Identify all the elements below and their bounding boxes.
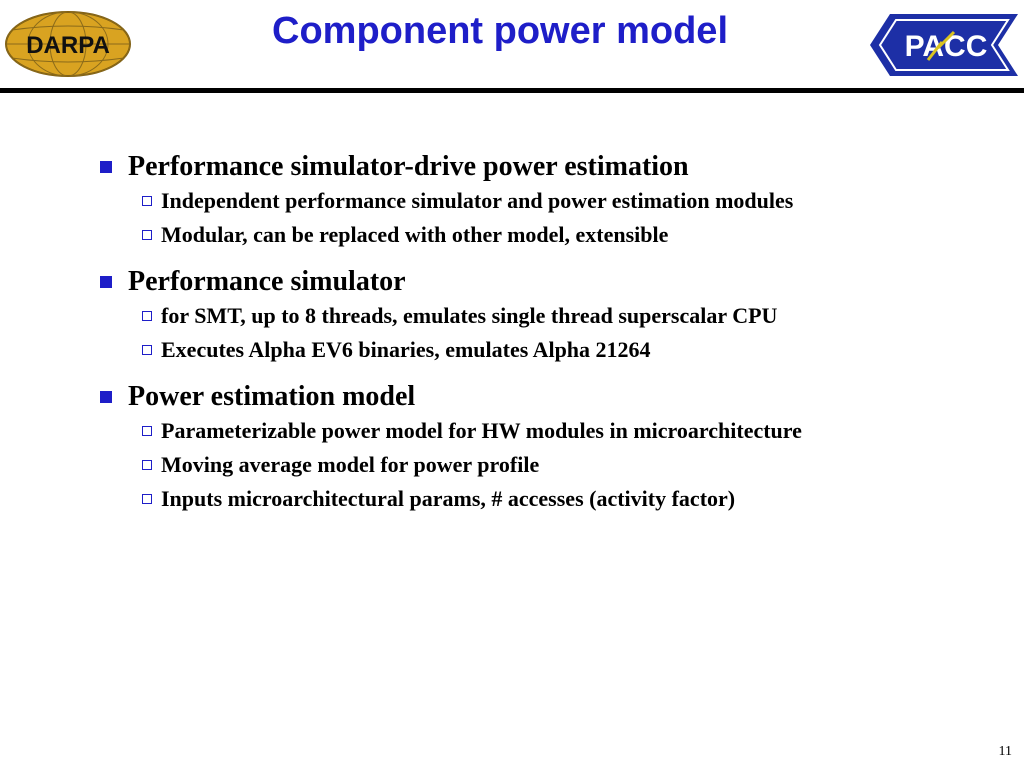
bullet-level-1 — [100, 265, 1000, 299]
bullet-level-1 — [100, 150, 1000, 184]
hollow-square-bullet-icon — [142, 426, 152, 436]
bullet-heading: Power estimation model — [128, 381, 416, 412]
bullet-text: Executes Alpha EV6 binaries, emulates Alpha 21264 — [161, 337, 651, 362]
bullet-level-1 — [100, 380, 1000, 414]
bullet-section — [100, 265, 1000, 367]
bullet-text: Moving average model for power profile — [161, 452, 540, 477]
bullet-level-2 — [100, 414, 1000, 448]
page-number: 11 — [998, 744, 1012, 759]
pacc-logo-text: PACC — [904, 30, 988, 63]
hollow-square-bullet-icon — [142, 345, 152, 355]
square-bullet-icon — [100, 161, 112, 173]
hollow-square-bullet-icon — [142, 311, 152, 321]
slide-title: Component power model — [272, 10, 728, 52]
hollow-square-bullet-icon — [142, 196, 152, 206]
bullet-level-2 — [100, 448, 1000, 482]
bullet-section — [100, 150, 1000, 252]
header-divider — [0, 88, 1024, 93]
bullet-level-2 — [100, 333, 1000, 367]
bullet-text: Modular, can be replaced with other model, extensible — [161, 222, 669, 247]
square-bullet-icon — [100, 391, 112, 403]
hollow-square-bullet-icon — [142, 460, 152, 470]
bullet-level-2 — [100, 218, 1000, 252]
bullet-level-2 — [100, 299, 1000, 333]
bullet-text: Parameterizable power model for HW modules in microarchitecture — [161, 418, 802, 443]
bullet-heading: Performance simulator-drive power estimation — [128, 151, 689, 182]
pacc-logo — [868, 12, 1020, 78]
bullet-heading: Performance simulator — [128, 266, 406, 297]
square-bullet-icon — [100, 276, 112, 288]
bullet-list — [100, 150, 1000, 529]
bullet-text: for SMT, up to 8 threads, emulates single thread superscalar CPU — [161, 303, 778, 328]
bullet-section — [100, 380, 1000, 516]
darpa-logo-text: DARPA — [26, 32, 110, 59]
hollow-square-bullet-icon — [142, 494, 152, 504]
bullet-level-2 — [100, 184, 1000, 218]
bullet-text: Independent performance simulator and power estimation modules — [161, 188, 794, 213]
bullet-level-2 — [100, 482, 1000, 516]
hollow-square-bullet-icon — [142, 230, 152, 240]
bullet-text: Inputs microarchitectural params, # accesses (activity factor) — [161, 486, 736, 511]
